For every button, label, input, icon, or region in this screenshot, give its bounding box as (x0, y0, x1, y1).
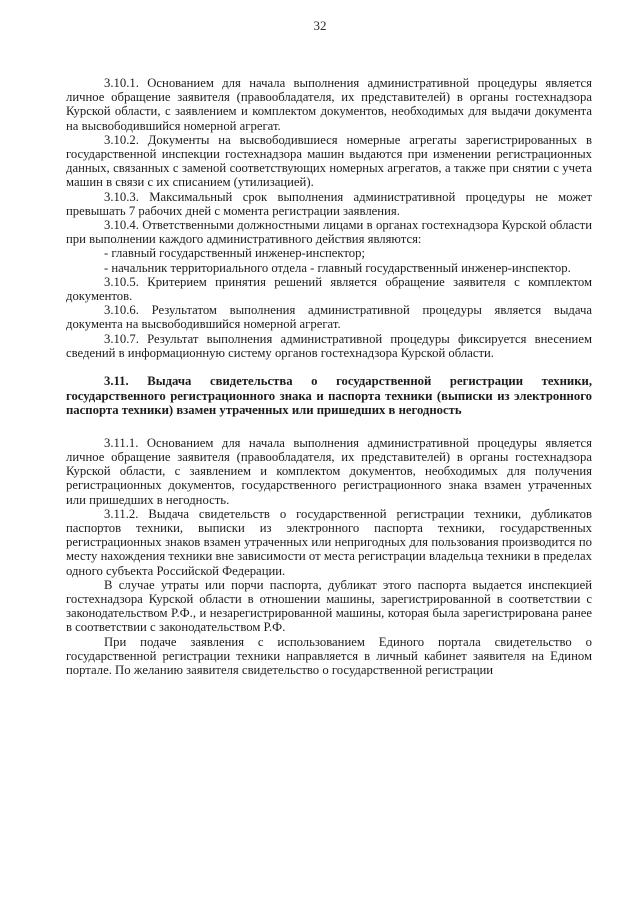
document-body (66, 76, 592, 677)
paragraph-unified-portal: При подаче заявления с использованием Единого портала свидетельство о государственной регистрации техники направляется в личный кабинет заявителя на Едином портале. По желанию заявителя свидетельство о государственной регистрации (66, 634, 592, 678)
paragraph-3-10-2: 3.10.2. Документы на высвободившиеся номерные агрегаты зарегистрированных в государственной инспекции гостехнадзора машин выдаются при изменении регистрационных данных, связанных с заменой соответствующих номерных агрегатов, а также при снятии с учета машин в связи с их списанием (утилизацией). (66, 132, 592, 190)
paragraph-3-10-3: 3.10.3. Максимальный срок выполнения административной процедуры не может превышать 7 рабочих дней с момента регистрации заявления. (66, 189, 592, 218)
paragraph-lost-passport: В случае утраты или порчи паспорта, дубликат этого паспорта выдается инспекцией гостехнадзора Курской области в отношении машины, зарегистрированной в соответствии с законодательством Р.Ф., и незарегистрированной машины, которая была зарегистрирована ранее в соответствии с законодательством Р.Ф. (66, 577, 592, 635)
paragraph-3-10-6: 3.10.6. Результатом выполнения административной процедуры является выдача документа на высвободившийся номерной агрегат. (66, 303, 592, 332)
paragraph-3-10-4: 3.10.4. Ответственными должностными лицами в органах гостехнадзора Курской области при выполнении каждого административного действия являются: (66, 218, 592, 247)
list-item-chief-inspector: - главный государственный инженер-инспектор; (104, 246, 365, 261)
section-heading-3-11: 3.11. Выдача свидетельства о государственной регистрации техники, государственного регистрационного знака и паспорта техники (выписки из электронного паспорта техники) взамен утраченных или пришедших в негодность (66, 374, 592, 418)
page-number: 32 (313, 18, 327, 33)
paragraph-3-11-1: 3.11.1. Основанием для начала выполнения административной процедуры является личное обращение заявителя (правообладателя, их представителей) в органы гостехнадзора Курской области, с заявлением и комплектом документов, необходимых для получения регистрационных документов, государственного регистрационного знака взамен утраченных или пришедших в негодность. (66, 435, 592, 507)
paragraph-3-10-5: 3.10.5. Критерием принятия решений является обращение заявителя с комплектом документов. (66, 274, 592, 304)
paragraph-3-10-7: 3.10.7. Результат выполнения административной процедуры фиксируется внесением сведений в информационную систему органов гостехнадзора Курской области. (66, 331, 592, 360)
list-item-department-head: - начальник территориального отдела - главный государственный инженер-инспектор. (104, 260, 571, 275)
paragraph-3-10-1: 3.10.1. Основанием для начала выполнения административной процедуры является личное обращение заявителя (правообладателя, их представителей) в органы гостехнадзора Курской области, с заявлением и комплектом документов, необходимых для выдачи документа на высвободившийся номерной агрегат. (66, 76, 592, 133)
paragraph-3-11-2: 3.11.2. Выдача свидетельств о государственной регистрации техники, дубликатов паспортов техники, выписки из электронного паспорта техники, государственных регистрационных знаков взамен утраченных или непригодных для пользования производится по месту нахождения техники вне зависимости от места регистрации владельца техники в пределах одного субъекта Российской Федерации. (66, 506, 592, 578)
